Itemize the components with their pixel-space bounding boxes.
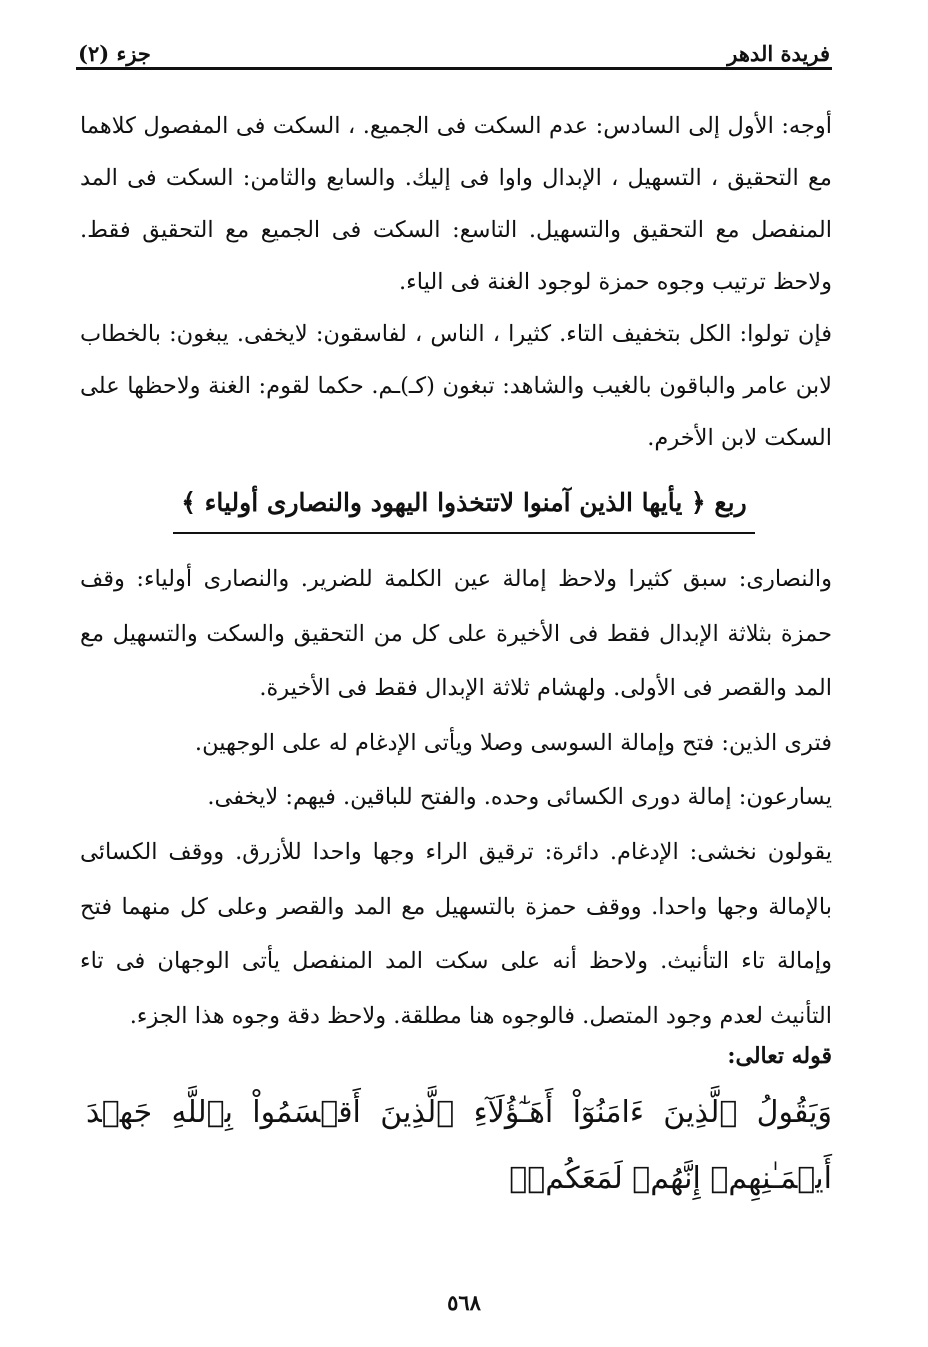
paragraph: يسارعون: إمالة دورى الكسائى وحده. والفتح للباقين. فيهم: لايخفى. [207,784,832,811]
paragraph: فترى الذين: فتح وإمالة السوسى وصلا ويأتى الإدغام له على الوجهين. [194,729,832,756]
paragraph: أوجه: الأول إلى السادس: عدم السكت فى الجميع. ، السكت فى المفصول كلاهما مع التحقيق ، التسهيل ، الإبدال واوا فى إليك. والسابع والثامن: السكت فى المد المنفصل مع التحقيق والتسهيل. التاسع: السكت فى الجميع مع التحقيق فقط. ولاحظ ترتيب وجوه حمزة لوجود الغنة فى الياء. [80,113,832,295]
paragraph: يقولون نخشى: الإدغام. دائرة: ترقيق الراء وجها واحدا للأزرق. ووقف الكسائى بالإمالة وجها واحدا. ووقف حمزة بالتسهيل مع المد والقصر وعلى كل منهما فتح وإمالة تاء التأنيث. ولاحظ أنه على سكت المد المنفصل يأتى الوجهان فى تاء التأنيث لعدم وجود المتصل. فالوجوه هنا مطلقة. ولاحظ دقة وجوه هذا الجزء. [80,838,832,1029]
part-label: جزء (٢) [78,41,151,66]
running-header [78,26,830,66]
page-number: ٥٦٨ [447,1290,481,1315]
header-divider [76,67,832,70]
commentary-section-1 [80,100,832,464]
quran-verse: وَيَقُولُ ٱلَّذِينَ ءَامَنُوٓاْ أَهَـٰٓؤُلَآءِ ٱلَّذِينَ أَقۡسَمُواْ بِٱللَّهِ جَهۡدَ أَيۡمَـٰنِهِمۡ إِنَّهُمۡ لَمَعَكُمۡۚ [86,1095,832,1196]
paragraph: فإن تولوا: الكل بتخفيف التاء. كثيرا ، الناس ، لفاسقون: لايخفى. يبغون: بالخطاب لابن عامر والباقون بالغيب والشاهد: تبغون (كـ)ـم. حكما لقوم: الغنة ولاحظها على السكت لابن الأخرم. [80,321,832,451]
commentary-section-2 [80,552,832,1043]
section-heading: ربع ﴿ يأيها الذين آمنوا لاتتخذوا اليهود والنصارى أولياء ﴾ [173,478,754,534]
quarter-heading [150,478,778,542]
book-title: فريدة الدهر [727,41,830,66]
verse-label: قوله تعالى: [727,1043,832,1069]
paragraph: والنصارى: سبق كثيرا ولاحظ إمالة عين الكلمة للضرير. والنصارى أولياء: وقف حمزة بثلاثة الإبدال فقط فى الأخيرة على كل من التحقيق والسكت والتسهيل مع المد والقصر فى الأولى. ولهشام ثلاثة الإبدال فقط فى الأخيرة. [80,566,832,702]
